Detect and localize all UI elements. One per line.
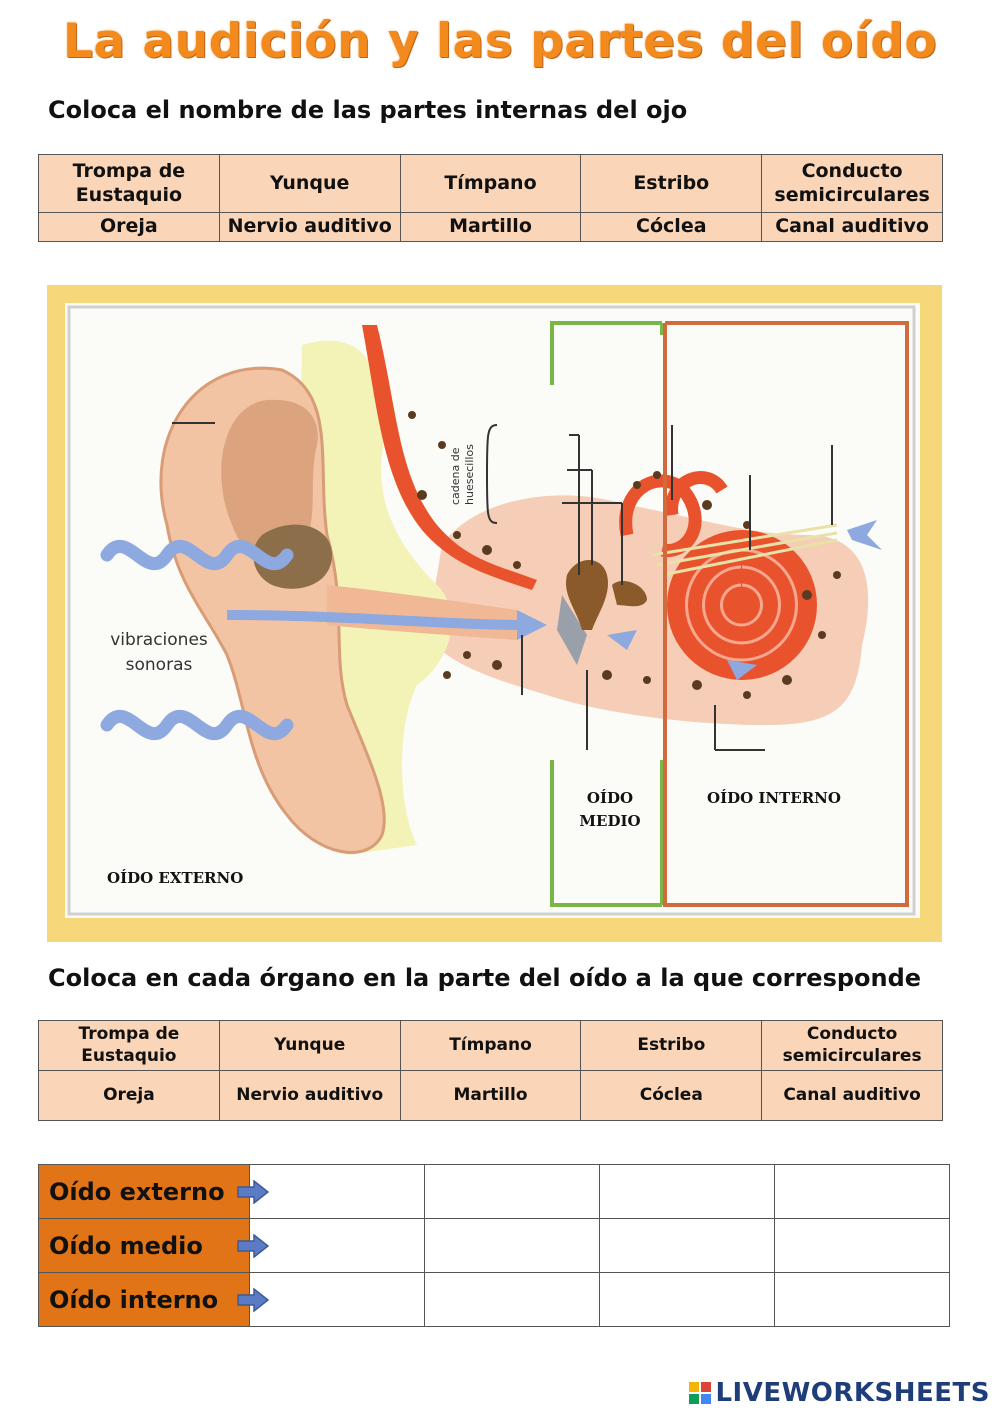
word-nervio-auditivo[interactable]: Nervio auditivo: [219, 213, 400, 242]
answer-label: Oído medio: [49, 1231, 203, 1260]
word-conducto-semicirculares[interactable]: Conducto semicirculares: [762, 1021, 943, 1071]
word-martillo[interactable]: Martillo: [400, 1071, 581, 1121]
word-martillo[interactable]: Martillo: [400, 213, 581, 242]
arrow-right-icon: [237, 1234, 269, 1258]
word-coclea[interactable]: Cóclea: [581, 1071, 762, 1121]
answer-row-interno: [39, 1273, 950, 1327]
word-bank-table-top: [38, 154, 943, 242]
label-vibraciones: vibraciones: [110, 630, 208, 650]
arrow-right-icon: [237, 1180, 269, 1204]
word-trompa-eustaquio[interactable]: Trompa de Eustaquio: [39, 155, 220, 213]
word-conducto-semicirculares[interactable]: Conducto semicirculares: [762, 155, 943, 213]
word-timpano[interactable]: Tímpano: [400, 155, 581, 213]
label-huesecillos: huesecillos: [463, 444, 476, 505]
arrow-right-icon: [237, 1288, 269, 1312]
answer-label-cell: [39, 1219, 250, 1273]
heading-internal-parts: Coloca el nombre de las partes internas del ojo: [48, 96, 688, 124]
brand-name: LIVEWORKSHEETS: [715, 1378, 990, 1408]
cochlea: [667, 530, 817, 680]
answer-label: Oído interno: [49, 1285, 219, 1314]
answer-drop-cell[interactable]: [425, 1273, 600, 1327]
answer-label-cell: [39, 1165, 250, 1219]
liveworksheets-logo-icon: [688, 1381, 712, 1405]
word-yunque[interactable]: Yunque: [219, 1021, 400, 1071]
answer-drop-cell[interactable]: [425, 1219, 600, 1273]
word-estribo[interactable]: Estribo: [581, 155, 762, 213]
answer-drop-cell[interactable]: [250, 1273, 425, 1327]
answer-drop-cell[interactable]: [250, 1165, 425, 1219]
answer-label-cell: [39, 1273, 250, 1327]
label-oido-medio-2: MEDIO: [579, 812, 641, 830]
word-oreja[interactable]: Oreja: [39, 213, 220, 242]
word-bank-table-bottom: [38, 1020, 943, 1121]
answer-table: [38, 1164, 950, 1327]
ear-diagram: [47, 285, 942, 942]
word-trompa-eustaquio[interactable]: Trompa de Eustaquio: [39, 1021, 220, 1071]
answer-drop-cell[interactable]: [775, 1273, 950, 1327]
worksheet-title: La audición y las partes del oído: [62, 14, 938, 69]
answer-row-externo: [39, 1165, 950, 1219]
word-yunque[interactable]: Yunque: [219, 155, 400, 213]
word-canal-auditivo[interactable]: Canal auditivo: [762, 1071, 943, 1121]
word-oreja[interactable]: Oreja: [39, 1071, 220, 1121]
label-sonoras: sonoras: [125, 655, 193, 675]
answer-drop-cell[interactable]: [250, 1219, 425, 1273]
word-nervio-auditivo[interactable]: Nervio auditivo: [219, 1071, 400, 1121]
liveworksheets-brand: [688, 1378, 990, 1408]
heading-classify-organs: Coloca en cada órgano en la parte del oído a la que corresponde: [48, 964, 922, 992]
label-oido-interno: OÍDO INTERNO: [707, 789, 841, 807]
answer-drop-cell[interactable]: [775, 1219, 950, 1273]
label-oido-medio-1: OÍDO: [586, 789, 634, 807]
answer-drop-cell[interactable]: [600, 1273, 775, 1327]
word-timpano[interactable]: Tímpano: [400, 1021, 581, 1071]
answer-row-medio: [39, 1219, 950, 1273]
answer-label: Oído externo: [49, 1177, 225, 1206]
word-estribo[interactable]: Estribo: [581, 1021, 762, 1071]
answer-drop-cell[interactable]: [600, 1219, 775, 1273]
word-coclea[interactable]: Cóclea: [581, 213, 762, 242]
answer-drop-cell[interactable]: [600, 1165, 775, 1219]
label-oido-externo: OÍDO EXTERNO: [107, 869, 244, 887]
word-canal-auditivo[interactable]: Canal auditivo: [762, 213, 943, 242]
answer-drop-cell[interactable]: [425, 1165, 600, 1219]
label-cadena: cadena de: [449, 447, 462, 505]
answer-drop-cell[interactable]: [775, 1165, 950, 1219]
